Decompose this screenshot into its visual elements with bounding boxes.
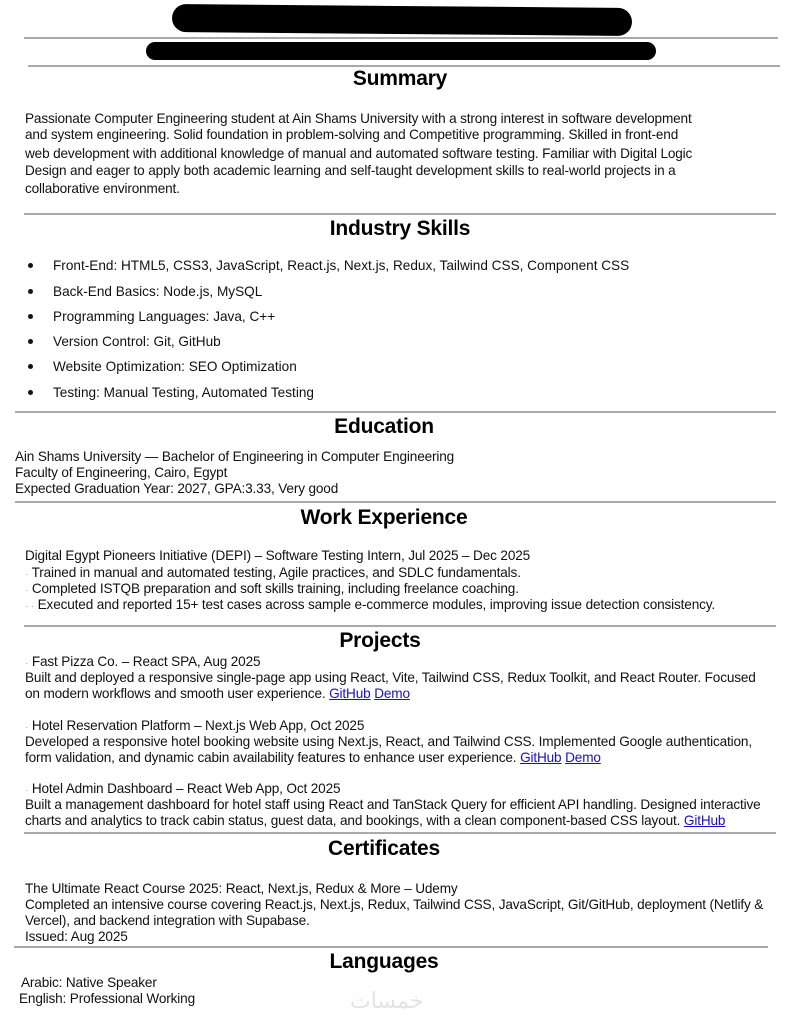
- bullet-icon: [28, 390, 33, 395]
- bullet-icon: [28, 289, 33, 294]
- divider: [24, 213, 776, 215]
- github-link[interactable]: GitHub: [329, 686, 371, 701]
- work-title: Work Experience: [300, 506, 468, 529]
- bullet-icon: · ·: [25, 601, 34, 612]
- project-description: charts and analytics to track cabin status, guest data, and bookings, with a clean component-based CSS layout. GitHub: [25, 813, 726, 828]
- work-bullet: · · Executed and reported 15+ test cases across sample e-commerce modules, improving issue detection consistency.: [25, 597, 716, 612]
- bullet-icon: [28, 339, 33, 344]
- bullet-icon: ·: [25, 722, 29, 733]
- skill-item: Testing: Manual Testing, Automated Testing: [28, 385, 314, 401]
- certificates-title: Certificates: [328, 837, 440, 860]
- certificate-line: Completed an intensive course covering React.js, Next.js, Redux, Tailwind CSS, JavaScript, Git/GitHub, deployment (Netlify &: [25, 897, 764, 912]
- work-heading: Digital Egypt Pioneers Initiative (DEPI) – Software Testing Intern, Jul 2025 – Dec 2025: [25, 548, 531, 563]
- languages-title: Languages: [329, 950, 439, 973]
- bullet-icon: ·: [25, 785, 29, 796]
- certificate-line: Issued: Aug 2025: [25, 929, 128, 944]
- demo-link[interactable]: Demo: [565, 750, 601, 765]
- divider: [15, 501, 776, 503]
- project-description: Developed a responsive hotel booking website using Next.js, React, and Tailwind CSS. Implemented Google authentication,: [25, 734, 752, 749]
- project-description: Built and deployed a responsive single-page app using React, Vite, Tailwind CSS, Redux Toolkit, and React Router. Focused: [25, 670, 756, 685]
- skill-item: Front-End: HTML5, CSS3, JavaScript, React.js, Next.js, Redux, Tailwind CSS, Component CSS: [28, 258, 629, 274]
- skill-item: Version Control: Git, GitHub: [28, 334, 221, 350]
- projects-title: Projects: [339, 629, 421, 652]
- work-bullet: · Trained in manual and automated testing, Agile practices, and SDLC fundamentals.: [25, 565, 521, 580]
- summary-line: web development with additional knowledge of manual and automated software testing. Familiar with Digital Logic: [25, 146, 693, 161]
- github-link[interactable]: GitHub: [520, 750, 562, 765]
- project-heading: · Hotel Reservation Platform – Next.js Web App, Oct 2025: [25, 718, 365, 733]
- divider: [24, 832, 776, 834]
- bullet-icon: ·: [25, 585, 29, 596]
- bullet-icon: [28, 364, 33, 369]
- language-line: English: Professional Working: [19, 991, 195, 1006]
- project-heading: · Fast Pizza Co. – React SPA, Aug 2025: [25, 654, 261, 669]
- skill-item: Programming Languages: Java, C++: [28, 309, 275, 325]
- divider: [14, 946, 768, 948]
- bullet-icon: [28, 263, 33, 268]
- name-redaction: [172, 4, 632, 36]
- divider: [24, 625, 776, 627]
- education-line: Ain Shams University — Bachelor of Engineering in Computer Engineering: [15, 449, 455, 464]
- education-line: Faculty of Engineering, Cairo, Egypt: [15, 465, 228, 480]
- language-line: Arabic: Native Speaker: [21, 975, 157, 990]
- summary-line: Passionate Computer Engineering student at Ain Shams University with a strong interest in software development: [25, 111, 692, 126]
- bullet-icon: [28, 314, 33, 319]
- skill-item: Back-End Basics: Node.js, MySQL: [28, 284, 262, 300]
- education-title: Education: [334, 415, 434, 438]
- certificate-line: Vercel), and backend integration with Supabase.: [25, 913, 310, 928]
- education-line: Expected Graduation Year: 2027, GPA:3.33, Very good: [15, 481, 339, 496]
- summary-line: collaborative environment.: [25, 181, 180, 196]
- skill-item: Website Optimization: SEO Optimization: [28, 359, 297, 375]
- summary-line: Design and eager to apply both academic learning and self-taught development skills to real-world projects in a: [25, 163, 676, 178]
- certificate-line: The Ultimate React Course 2025: React, Next.js, Redux & More – Udemy: [25, 881, 458, 896]
- summary-line: and system engineering. Solid foundation in problem-solving and Competitive programming. Skilled in front-end: [25, 127, 679, 142]
- divider: [15, 411, 776, 413]
- summary-title: Summary: [352, 67, 448, 90]
- demo-link[interactable]: Demo: [374, 686, 410, 701]
- header-divider-top: [24, 37, 778, 39]
- skills-title: Industry Skills: [329, 217, 471, 240]
- project-description: Built a management dashboard for hotel staff using React and TanStack Query for efficient API handling. Designed interactive: [25, 797, 761, 812]
- project-description: form validation, and dynamic cabin availability features to enhance user experience. GitHub Demo: [25, 750, 601, 765]
- bullet-icon: ·: [25, 658, 29, 669]
- project-heading: · Hotel Admin Dashboard – React Web App, Oct 2025: [25, 781, 341, 796]
- project-description: on modern workflows and smooth user experience. GitHub Demo: [25, 686, 410, 701]
- bullet-icon: ·: [25, 569, 29, 580]
- work-bullet: · Completed ISTQB preparation and soft skills training, including freelance coaching.: [25, 581, 519, 596]
- contact-redaction: [146, 42, 656, 60]
- github-link[interactable]: GitHub: [683, 813, 726, 828]
- watermark: خمسات: [350, 988, 424, 1013]
